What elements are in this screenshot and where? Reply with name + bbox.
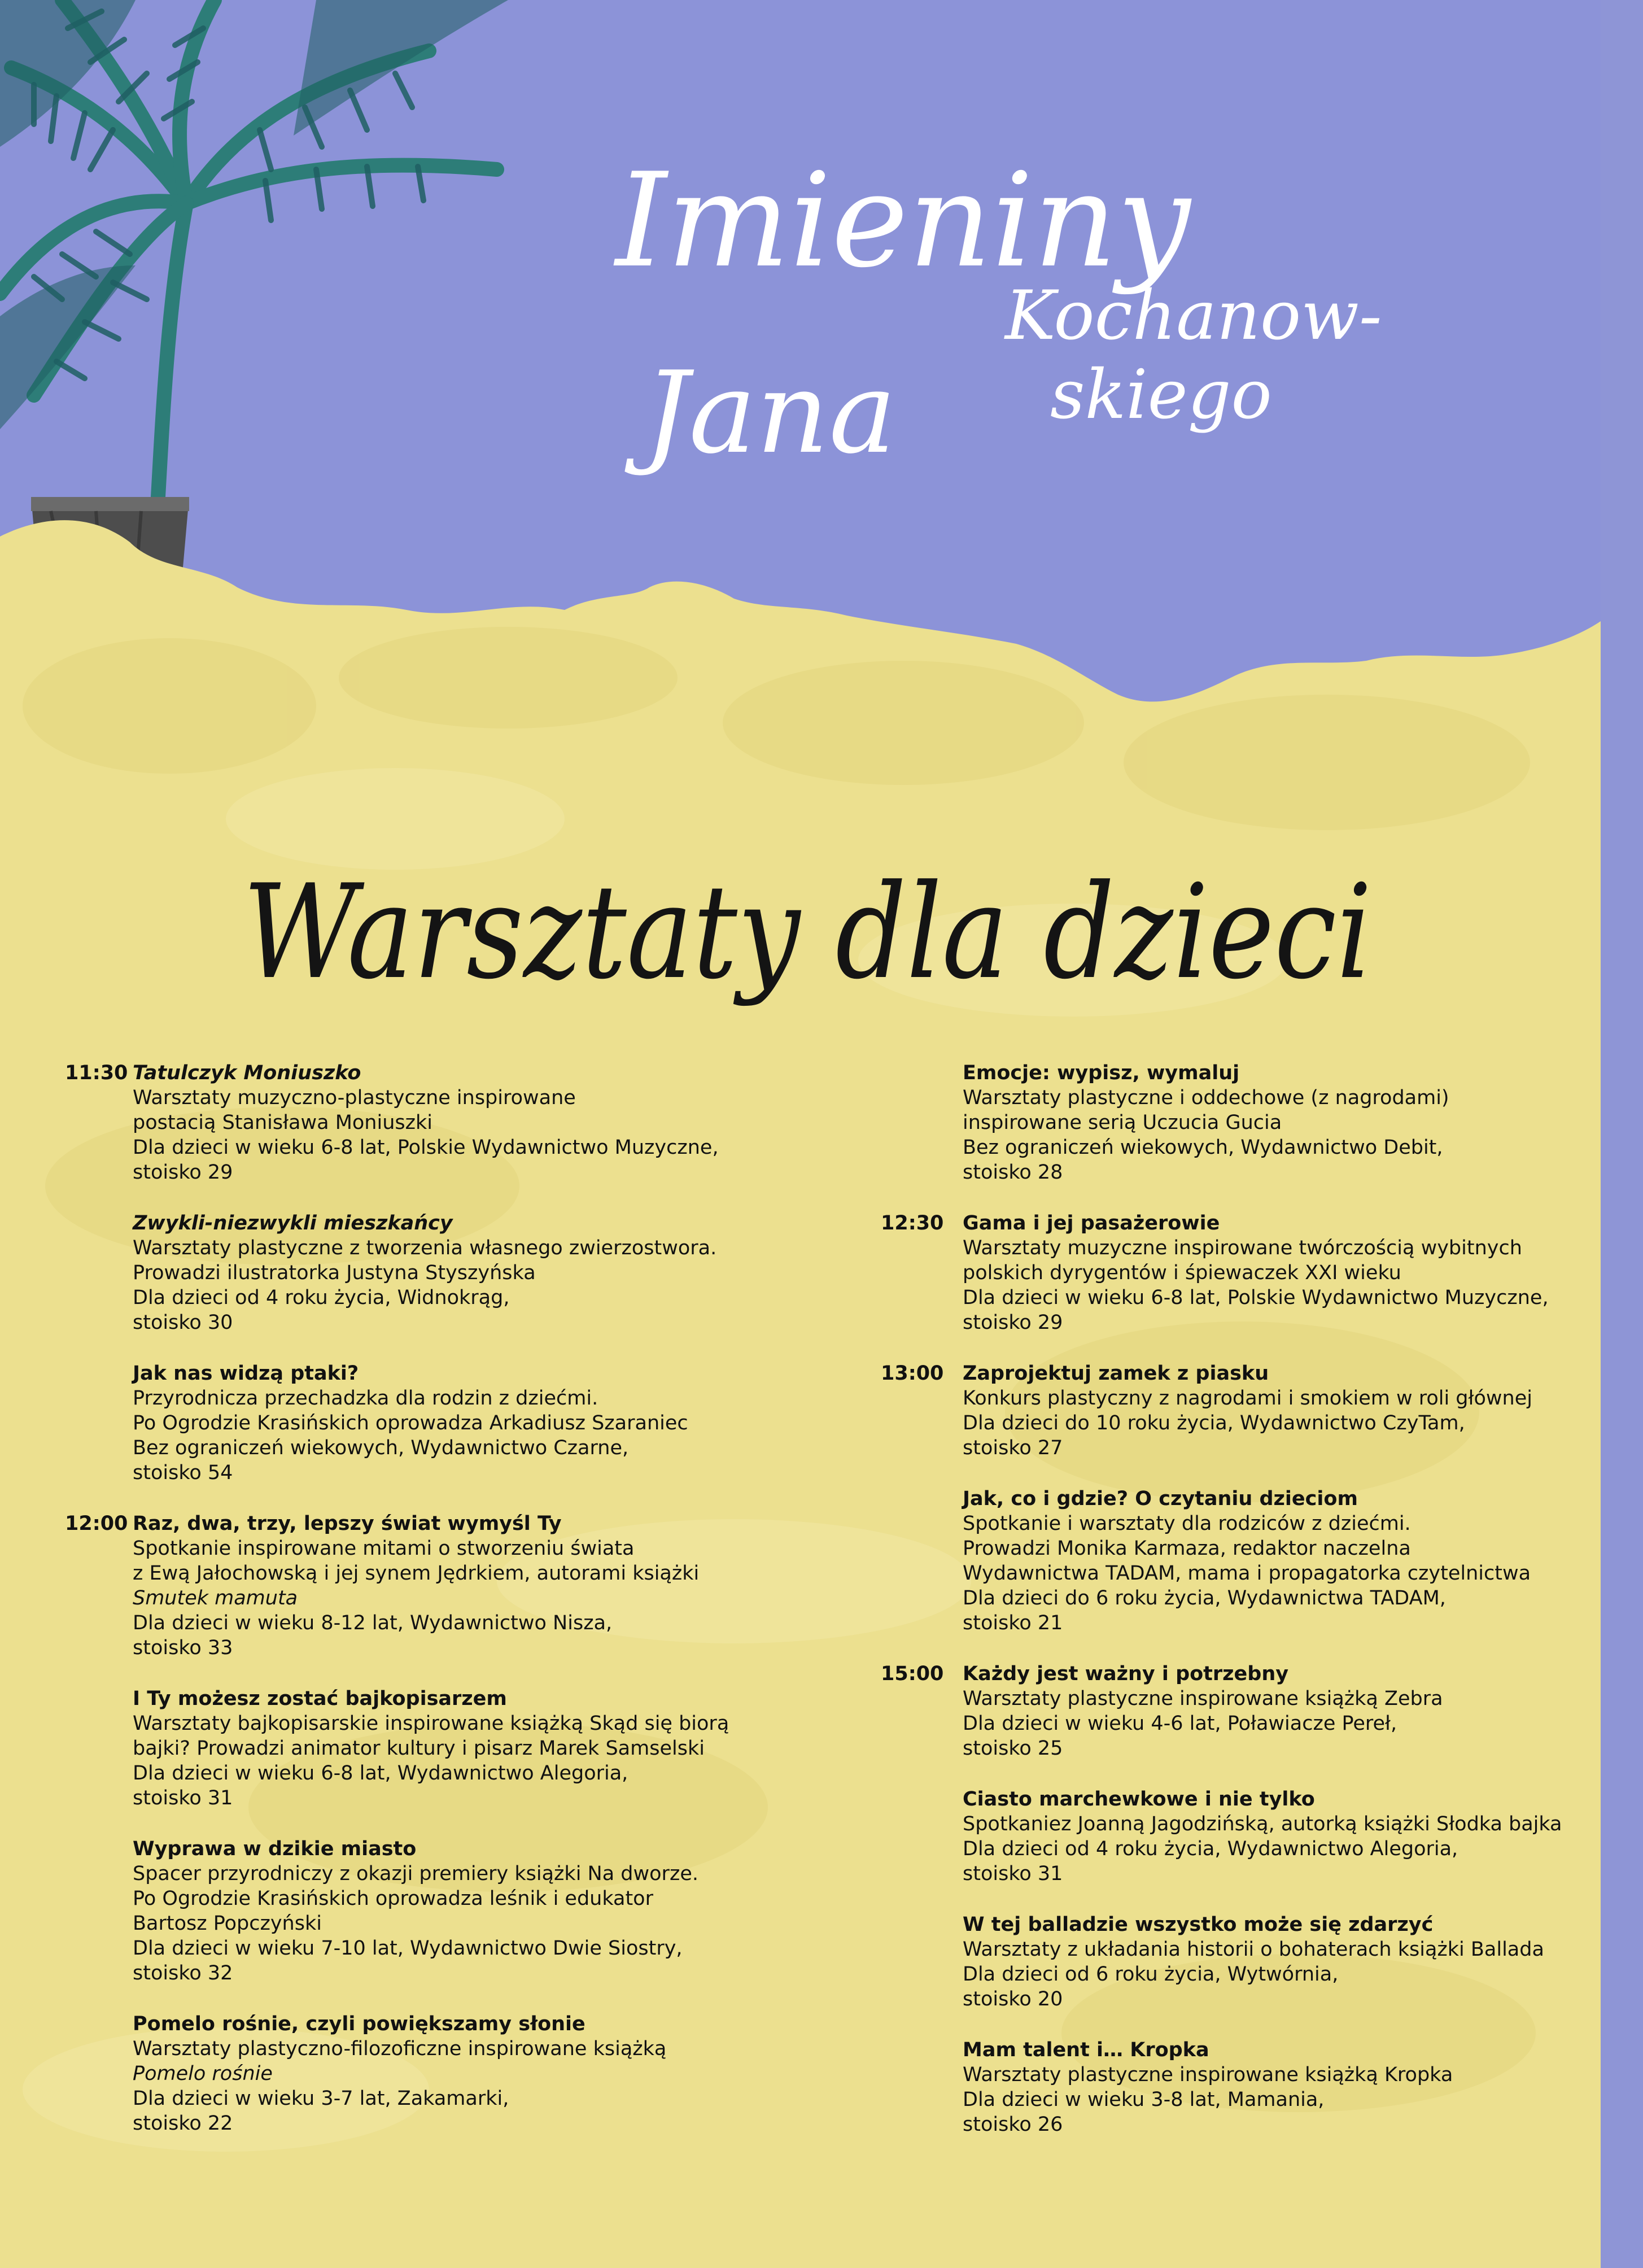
entry-detail-line: Warsztaty muzyczno-plastyczne inspirowane [133,1087,576,1109]
entry-title: Ciasto marchewkowe i nie tylko [963,1788,1315,1811]
entry-time: 12:30 [881,1212,944,1235]
schedule-entry [881,1661,1643,1761]
entry-detail-line: inspirowane serią Uczucia Gucia [963,1111,1282,1134]
entry-detail-line: Bartosz Popczyński [133,1912,322,1935]
entry-title: Jak, co i gdzie? O czytaniu dzieciom [963,1488,1358,1510]
entry-detail-line: stoisko 32 [133,1962,233,1985]
entry-detail-line: Dla dzieci w wieku 4-6 lat, Poławiacze Pereł, [963,1712,1397,1735]
entry-detail-line: Konkurs plastyczny z nagrodami i smokiem w roli głównej [963,1387,1532,1410]
entry-detail-line: Po Ogrodzie Krasińskich oprowadza Arkadiusz Szaraniec [133,1412,688,1434]
entry-title: Raz, dwa, trzy, lepszy świat wymyśl Ty [133,1512,562,1535]
entry-detail-line: Dla dzieci w wieku 8-12 lat, Wydawnictwo Nisza, [133,1612,613,1634]
entry-detail-line: stoisko 31 [133,1787,233,1809]
entry-detail-line: Spotkanie inspirowane mitami o stworzeniu świata [133,1537,635,1560]
entry-detail-line: stoisko 31 [963,1863,1063,1885]
entry-title: W tej balladzie wszystko może się zdarzyć [963,1913,1434,1936]
entry-detail-line: Warsztaty z układania historii o bohaterach książki Ballada [963,1938,1544,1961]
entry-detail-line: Dla dzieci od 6 roku życia, Wytwórnia, [963,1963,1339,1986]
entry-detail-line: z Ewą Jałochowską i jej synem Jędrkiem, autorami książki [133,1562,700,1585]
entry-detail-line: postacią Stanisława Moniuszki [133,1111,432,1134]
entry-detail-line: bajki? Prowadzi animator kultury i pisarz Marek Samselski [133,1737,705,1760]
entry-detail-line: Dla dzieci od 4 roku życia, Widnokrąg, [133,1286,510,1309]
entry-detail-line: Warsztaty muzyczne inspirowane twórczością wybitnych [963,1237,1522,1259]
entry-title: Zaprojektuj zamek z piasku [963,1362,1269,1385]
entry-detail-line: Smutek mamuta [133,1587,298,1610]
schedule-entry [881,2038,1643,2137]
entry-detail-line: Dla dzieci do 10 roku życia, Wydawnictwo CzyTam, [963,1412,1465,1434]
entry-detail-line: Dla dzieci w wieku 7-10 lat, Wydawnictwo Dwie Siostry, [133,1937,683,1960]
svg-text:Warsztaty dla dzieci: Warsztaty dla dzieci [243,857,1372,1008]
entry-detail-line: Bez ograniczeń wiekowych, Wydawnictwo Debit, [963,1136,1443,1159]
entry-title: Mam talent i… Kropka [963,2039,1209,2061]
entry-title: Tatulczyk Moniuszko [133,1062,361,1084]
entry-detail-line: Dla dzieci do 6 roku życia, Wydawnictwa TADAM, [963,1587,1446,1610]
svg-text:skiego: skiego [1050,356,1272,434]
entry-detail-line: stoisko 26 [963,2113,1063,2136]
schedule-entry [881,1211,1643,1335]
entry-detail-line: Wydawnictwa TADAM, mama i propagatorka czytelnictwa [963,1562,1531,1585]
entry-title: Emocje: wypisz, wymaluj [963,1062,1240,1084]
entry-detail-line: Dla dzieci w wieku 6-8 lat, Polskie Wydawnictwo Muzyczne, [133,1136,719,1159]
entry-detail-line: Warsztaty bajkopisarskie inspirowane książką Skąd się biorą [133,1712,729,1735]
entry-title: Jak nas widzą ptaki? [133,1362,359,1385]
schedule-entry [65,1511,827,1660]
entry-title: Pomelo rośnie, czyli powiększamy słonie [133,2013,585,2035]
schedule-entry [881,1061,1643,1185]
entry-detail-line: polskich dyrygentów i śpiewaczek XXI wieku [963,1262,1401,1284]
entry-detail-line: stoisko 54 [133,1462,233,1484]
svg-text:Jana: Jana [644,347,897,479]
event-logo [610,136,1445,497]
entry-detail-line: Dla dzieci w wieku 6-8 lat, Polskie Wydawnictwo Muzyczne, [963,1286,1549,1309]
entry-detail-line: Dla dzieci w wieku 3-7 lat, Zakamarki, [133,2087,509,2110]
entry-detail-line: stoisko 25 [963,1737,1063,1760]
schedule-entry [65,1361,827,1485]
entry-detail-line: Spotkaniez Joanną Jagodzińską, autorką książki Słodka bajka [963,1813,1562,1835]
svg-text:Kochanow-: Kochanow- [1005,277,1382,355]
entry-detail-line: stoisko 29 [133,1161,233,1184]
schedule-entry [881,1787,1643,1886]
page-title [237,836,1378,1045]
entry-detail-line: Warsztaty plastyczne z tworzenia własnego zwierzostwora. [133,1237,717,1259]
entry-title: Wyprawa w dzikie miasto [133,1838,417,1860]
entry-detail-line: Dla dzieci od 4 roku życia, Wydawnictwo Alegoria, [963,1838,1458,1860]
entry-detail-line: Dla dzieci w wieku 3-8 lat, Mamania, [963,2088,1325,2111]
entry-detail-line: stoisko 21 [963,1612,1063,1634]
entry-time: 12:00 [65,1512,128,1535]
schedule-entry [881,1912,1643,2012]
entry-detail-line: Warsztaty plastyczno-filozoficzne inspirowane książką [133,2038,667,2060]
entry-detail-line: Warsztaty plastyczne inspirowane książką Kropka [963,2064,1453,2086]
entry-detail-line: Spotkanie i warsztaty dla rodziców z dziećmi. [963,1512,1411,1535]
entry-detail-line: Warsztaty plastyczne i oddechowe (z nagrodami) [963,1087,1449,1109]
entry-detail-line: stoisko 27 [963,1437,1063,1459]
entry-detail-line: Warsztaty plastyczne inspirowane książką Zebra [963,1687,1443,1710]
entry-detail-line: Pomelo rośnie [133,2062,273,2085]
entry-title: I Ty możesz zostać bajkopisarzem [133,1687,507,1710]
entry-time: 13:00 [881,1362,944,1385]
entry-detail-line: Dla dzieci w wieku 6-8 lat, Wydawnictwo Alegoria, [133,1762,628,1785]
schedule-entry [881,1361,1643,1460]
entry-detail-line: Bez ograniczeń wiekowych, Wydawnictwo Czarne, [133,1437,629,1459]
schedule-column-right [881,1061,1643,2163]
entry-title: Każdy jest ważny i potrzebny [963,1663,1289,1685]
schedule-column-left [65,1061,827,2162]
entry-detail-line: Przyrodnicza przechadzka dla rodzin z dziećmi. [133,1387,598,1410]
schedule-entry [65,1211,827,1335]
svg-text:Imieniny: Imieniny [615,146,1191,296]
entry-title: Gama i jej pasażerowie [963,1212,1220,1235]
entry-detail-line: Po Ogrodzie Krasińskich oprowadza leśnik i edukator [133,1887,653,1910]
entry-detail-line: stoisko 29 [963,1311,1063,1334]
schedule-entry [65,1686,827,1811]
schedule-entry [65,2012,827,2136]
entry-detail-line: stoisko 20 [963,1988,1063,2010]
entry-time: 11:30 [65,1062,128,1084]
entry-detail-line: stoisko 28 [963,1161,1063,1184]
entry-detail-line: Prowadzi Monika Karmaza, redaktor naczelna [963,1537,1411,1560]
entry-time: 15:00 [881,1663,944,1685]
entry-detail-line: Spacer przyrodniczy z okazji premiery książki Na dworze. [133,1863,698,1885]
entry-detail-line: stoisko 22 [133,2112,233,2135]
schedule-entry [881,1486,1643,1635]
entry-detail-line: Prowadzi ilustratorka Justyna Styszyńska [133,1262,536,1284]
schedule-entry [65,1061,827,1185]
schedule-entry [65,1837,827,1986]
entry-title: Zwykli-niezwykli mieszkańcy [133,1212,453,1235]
entry-detail-line: stoisko 30 [133,1311,233,1334]
entry-detail-line: stoisko 33 [133,1637,233,1659]
